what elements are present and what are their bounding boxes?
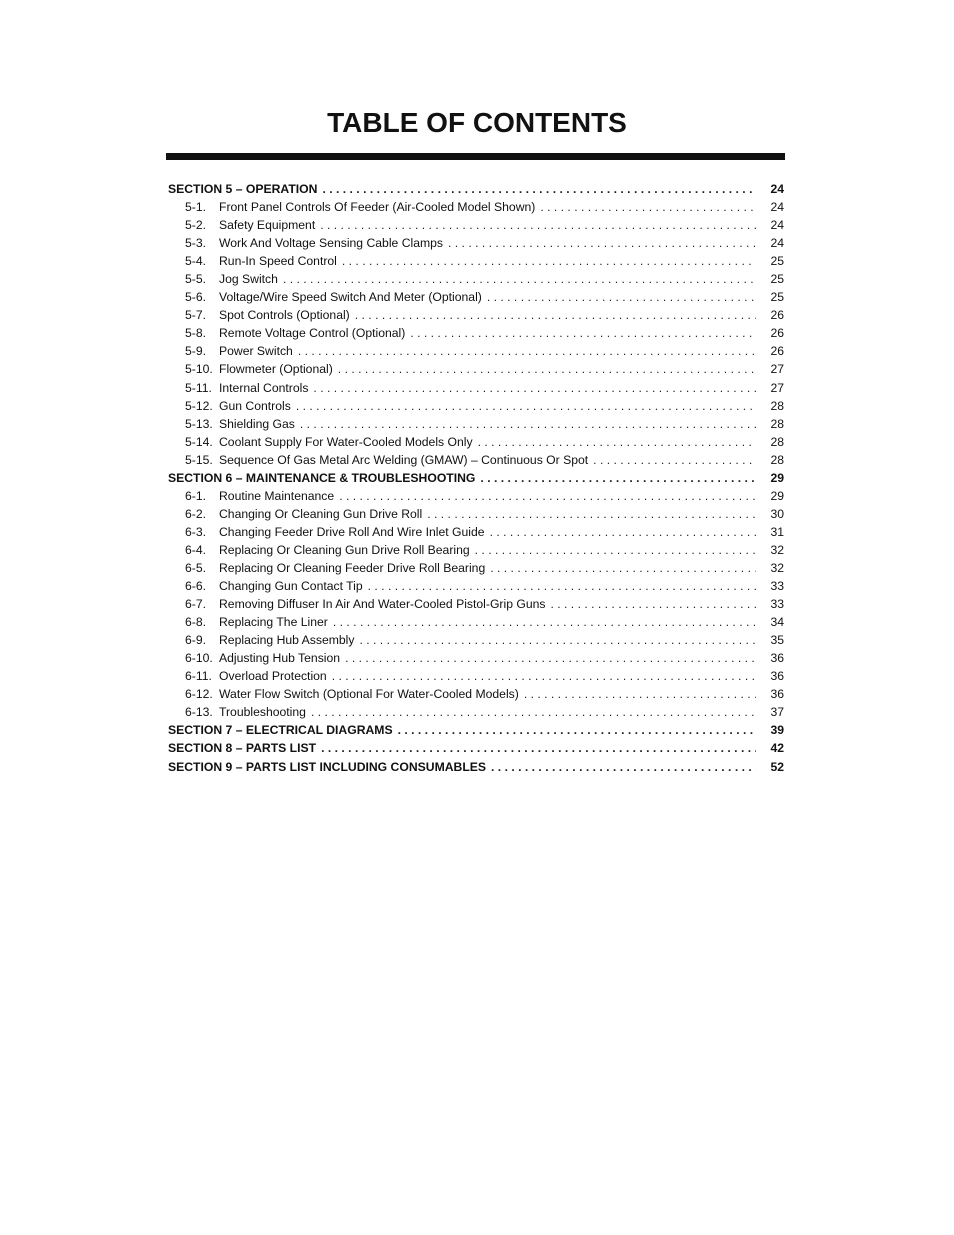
toc-item-number: 5-7.	[185, 308, 207, 323]
toc-page-number: 29	[770, 488, 784, 503]
toc-page-number: 33	[770, 579, 784, 594]
toc-page-number: 30	[770, 506, 784, 521]
dot-leader	[296, 397, 756, 415]
dot-leader	[475, 541, 756, 559]
dot-leader	[478, 433, 756, 451]
toc-item-row[interactable]	[168, 433, 784, 451]
toc-item-number: 5-1.	[185, 200, 207, 215]
toc-page-number: 28	[770, 416, 784, 431]
toc-item-row[interactable]	[168, 541, 784, 559]
toc-item-title: Replacing Or Cleaning Feeder Drive Roll Bearing	[219, 560, 486, 575]
toc-section-title: SECTION 8 – PARTS LIST	[168, 741, 317, 756]
toc-item-number: 5-4.	[185, 254, 207, 269]
toc-item-title: Voltage/Wire Speed Switch And Meter (Optional)	[219, 290, 482, 305]
toc-page-number: 25	[770, 290, 784, 305]
toc-item-row[interactable]	[168, 667, 784, 685]
toc-section-row[interactable]	[168, 758, 784, 776]
dot-leader	[283, 270, 756, 288]
toc-item-number: 6-4.	[185, 542, 207, 557]
toc-item-row[interactable]	[168, 198, 784, 216]
toc-page-number: 39	[770, 723, 784, 738]
toc-item-number: 6-1.	[185, 488, 207, 503]
toc-item-title: Troubleshooting	[219, 705, 306, 720]
toc-page-number: 28	[770, 452, 784, 467]
page-title: TABLE OF CONTENTS	[327, 107, 627, 138]
toc-item-row[interactable]	[168, 397, 784, 415]
toc-item-number: 6-6.	[185, 579, 207, 594]
toc-item-row[interactable]	[168, 613, 784, 631]
toc-item-number: 6-3.	[185, 524, 207, 539]
toc-item-title: Coolant Supply For Water-Cooled Models Only	[219, 434, 473, 449]
toc-item-row[interactable]	[168, 631, 784, 649]
toc-page-number: 26	[770, 344, 784, 359]
toc-page-number: 25	[770, 272, 784, 287]
toc-item-title: Gun Controls	[219, 398, 291, 413]
dot-leader	[322, 180, 756, 198]
toc-page-number: 32	[770, 560, 784, 575]
toc-item-row[interactable]	[168, 415, 784, 433]
dot-leader	[300, 415, 756, 433]
toc-item-row[interactable]	[168, 342, 784, 360]
toc-item-title: Power Switch	[219, 344, 293, 359]
toc-item-row[interactable]	[168, 577, 784, 595]
toc-item-row[interactable]	[168, 324, 784, 342]
toc-page-number: 26	[770, 326, 784, 341]
toc-item-title: Shielding Gas	[219, 416, 295, 431]
toc-page-number: 37	[770, 705, 784, 720]
dot-leader	[313, 379, 756, 397]
toc-item-number: 6-12.	[185, 687, 213, 702]
toc-page-number: 33	[770, 597, 784, 612]
toc-item-title: Front Panel Controls Of Feeder (Air-Cooled Model Shown)	[219, 200, 536, 215]
toc-page-number: 24	[770, 200, 784, 215]
toc-item-row[interactable]	[168, 270, 784, 288]
toc-page-number: 28	[770, 398, 784, 413]
dot-leader	[427, 505, 756, 523]
toc-page-number: 36	[770, 669, 784, 684]
toc-item-row[interactable]	[168, 216, 784, 234]
dot-leader	[487, 288, 756, 306]
toc-item-row[interactable]	[168, 379, 784, 397]
toc-page-number: 35	[770, 633, 784, 648]
toc-item-row[interactable]	[168, 685, 784, 703]
toc-item-title: Replacing Hub Assembly	[219, 633, 355, 648]
toc-item-number: 5-6.	[185, 290, 207, 305]
toc-page-number: 27	[770, 380, 784, 395]
toc-item-row[interactable]	[168, 306, 784, 324]
toc-item-title: Internal Controls	[219, 380, 309, 395]
dot-leader	[333, 613, 756, 631]
dot-leader	[338, 360, 756, 378]
toc-item-title: Remote Voltage Control (Optional)	[219, 326, 406, 341]
toc-section-title: SECTION 7 – ELECTRICAL DIAGRAMS	[168, 723, 393, 738]
toc-item-title: Changing Gun Contact Tip	[219, 579, 363, 594]
toc-page-number: 31	[770, 524, 784, 539]
dot-leader	[490, 559, 756, 577]
toc-item-row[interactable]	[168, 360, 784, 378]
toc-section-row[interactable]	[168, 469, 784, 487]
toc-item-row[interactable]	[168, 703, 784, 721]
toc-item-number: 5-12.	[185, 398, 213, 413]
table-of-contents	[168, 180, 784, 776]
toc-page-number: 32	[770, 542, 784, 557]
toc-item-row[interactable]	[168, 451, 784, 469]
toc-item-row[interactable]	[168, 559, 784, 577]
dot-leader	[342, 252, 756, 270]
toc-section-row[interactable]	[168, 180, 784, 198]
toc-item-number: 5-8.	[185, 326, 207, 341]
toc-item-number: 5-15.	[185, 452, 213, 467]
toc-item-title: Changing Feeder Drive Roll And Wire Inlet Guide	[219, 524, 485, 539]
toc-item-title: Routine Maintenance	[219, 488, 335, 503]
title-rule	[166, 153, 785, 160]
toc-item-number: 5-11.	[185, 380, 212, 395]
toc-item-title: Sequence Of Gas Metal Arc Welding (GMAW) – Continuous Or Spot	[219, 452, 589, 467]
dot-leader	[332, 667, 756, 685]
toc-page-number: 25	[770, 254, 784, 269]
toc-page-number: 24	[770, 236, 784, 251]
dot-leader	[321, 739, 756, 757]
toc-section-title: SECTION 5 – OPERATION	[168, 182, 318, 196]
toc-item-number: 5-13.	[185, 416, 213, 431]
toc-item-title: Adjusting Hub Tension	[219, 651, 341, 666]
toc-page-number: 52	[770, 759, 784, 774]
toc-item-title: Spot Controls (Optional)	[219, 308, 350, 323]
toc-item-number: 6-11.	[185, 669, 212, 684]
toc-item-title: Work And Voltage Sensing Cable Clamps	[219, 236, 444, 251]
toc-item-row[interactable]	[168, 505, 784, 523]
toc-page-number: 24	[770, 218, 784, 233]
toc-page-number: 42	[770, 741, 784, 756]
dot-leader	[593, 451, 756, 469]
toc-item-title: Replacing The Liner	[219, 615, 328, 630]
toc-item-number: 6-2.	[185, 506, 207, 521]
toc-page-number: 29	[770, 470, 784, 485]
toc-item-title: Jog Switch	[219, 272, 278, 287]
dot-leader	[355, 306, 756, 324]
dot-leader	[398, 721, 756, 739]
toc-item-number: 5-5.	[185, 272, 207, 287]
toc-page-number: 36	[770, 687, 784, 702]
toc-item-title: Changing Or Cleaning Gun Drive Roll	[219, 506, 423, 521]
toc-page-number: 36	[770, 651, 784, 666]
toc-item-number: 5-9.	[185, 344, 207, 359]
toc-item-title: Run-In Speed Control	[219, 254, 337, 269]
toc-item-title: Removing Diffuser In Air And Water-Cooled Pistol-Grip Guns	[219, 597, 546, 612]
toc-item-number: 5-10.	[185, 362, 213, 377]
toc-item-number: 5-14.	[185, 434, 213, 449]
dot-leader	[311, 703, 756, 721]
dot-leader	[298, 342, 756, 360]
toc-item-number: 5-2.	[185, 218, 207, 233]
toc-item-row[interactable]	[168, 234, 784, 252]
toc-page-number: 26	[770, 308, 784, 323]
toc-page-number: 24	[770, 182, 784, 196]
toc-item-number: 5-3.	[185, 236, 207, 251]
dot-leader	[524, 685, 756, 703]
dot-leader	[368, 577, 756, 595]
toc-item-row[interactable]	[168, 649, 784, 667]
toc-item-number: 6-10.	[185, 651, 213, 666]
dot-leader	[320, 216, 756, 234]
toc-page-number: 34	[770, 615, 784, 630]
toc-item-title: Flowmeter (Optional)	[219, 362, 333, 377]
dot-leader	[490, 523, 756, 541]
toc-item-row[interactable]	[168, 252, 784, 270]
toc-item-number: 6-8.	[185, 615, 207, 630]
toc-item-row[interactable]	[168, 595, 784, 613]
toc-section-row[interactable]	[168, 721, 784, 739]
toc-page-number: 27	[770, 362, 784, 377]
toc-item-title: Safety Equipment	[219, 218, 316, 233]
toc-page-number: 28	[770, 434, 784, 449]
dot-leader	[491, 758, 756, 776]
toc-item-title: Overload Protection	[219, 669, 327, 684]
dot-leader	[550, 595, 756, 613]
toc-section-row[interactable]	[168, 739, 784, 757]
toc-item-number: 6-7.	[185, 597, 207, 612]
dot-leader	[540, 198, 756, 216]
dot-leader	[345, 649, 756, 667]
toc-item-row[interactable]	[168, 523, 784, 541]
dot-leader	[480, 469, 756, 487]
toc-item-number: 6-13.	[185, 705, 213, 720]
dot-leader	[359, 631, 756, 649]
toc-section-title: SECTION 6 – MAINTENANCE & TROUBLESHOOTING	[168, 470, 476, 485]
toc-item-number: 6-5.	[185, 560, 207, 575]
toc-item-title: Replacing Or Cleaning Gun Drive Roll Bearing	[219, 542, 470, 557]
dot-leader	[448, 234, 756, 252]
dot-leader	[339, 487, 756, 505]
dot-leader	[410, 324, 756, 342]
toc-item-title: Water Flow Switch (Optional For Water-Cooled Models)	[219, 687, 519, 702]
toc-item-number: 6-9.	[185, 633, 207, 648]
toc-item-row[interactable]	[168, 487, 784, 505]
toc-section-title: SECTION 9 – PARTS LIST INCLUDING CONSUMABLES	[168, 759, 487, 774]
toc-item-row[interactable]	[168, 288, 784, 306]
